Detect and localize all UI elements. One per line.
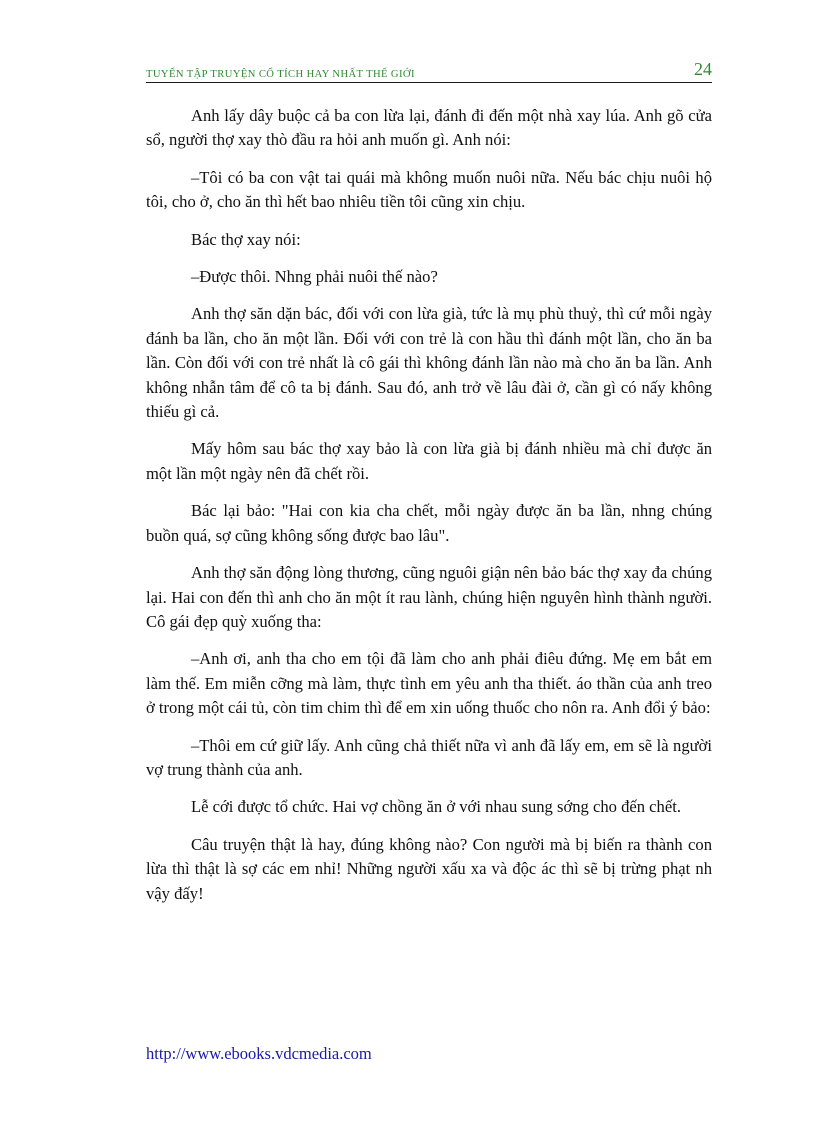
paragraph: –Tôi có ba con vật tai quái mà không muốn nuôi nữa. Nếu bác chịu nuôi hộ tôi, cho ở, cho ăn thì hết bao nhiêu tiền tôi cũng xin chịu.	[146, 167, 712, 212]
page-number: 24	[694, 59, 712, 79]
paragraph: Mấy hôm sau bác thợ xay bảo là con lừa già bị đánh nhiều mà chỉ được ăn một lần một ngày nên đã chết rồi.	[146, 439, 712, 483]
paragraph: Bác lại bảo: "Hai con kia cha chết, mỗi ngày được ăn ba lần, nhng chúng buồn quá, sợ cũng không sống được bao lâu".	[146, 501, 712, 545]
story-body	[146, 104, 712, 919]
ebook-website-link[interactable]: http://www.ebooks.vdcmedia.com	[146, 1044, 372, 1063]
paragraph: –Được thôi. Nhng phải nuôi thế nào?	[191, 267, 438, 287]
page-header	[146, 60, 712, 83]
paragraph: Lễ cới được tổ chức. Hai vợ chồng ăn ở với nhau sung sớng cho đến chết.	[191, 797, 681, 817]
paragraph: –Thôi em cứ giữ lấy. Anh cũng chả thiết nữa vì anh đã lấy em, em sẽ là người vợ trung thành của anh.	[146, 735, 712, 779]
paragraph: Bác thợ xay nói:	[191, 229, 301, 249]
paragraph: Anh thợ săn động lòng thương, cũng nguôi giận nên bảo bác thợ xay đa chúng lại. Hai con đến thì anh cho ăn một ít rau lành, chúng hiện nguyên hình thành người. Cô gái đẹp quỳ xuống tha:	[146, 563, 712, 631]
paragraph: Anh thợ săn dặn bác, đối với con lừa già, tức là mụ phù thuỷ, thì cứ mỗi ngày đánh ba lần, cho ăn một lần. Đối với con trẻ là con hầu thì đánh một lần, cho ăn ba lần. Còn đối với con trẻ nhất là cô gái thì không đánh lần nào mà cho ăn ba lần. Anh không nhẫn tâm để cô ta bị đánh. Sau đó, anh trở về lâu đài ở, cần gì có nấy không thiếu gì cả.	[146, 304, 712, 422]
book-title: TUYỂN TẬP TRUYỆN CỔ TÍCH HAY NHẤT THẾ GIỚI	[146, 69, 415, 80]
paragraph: –Anh ơi, anh tha cho em tội đã làm cho anh phải điêu đứng. Mẹ em bắt em làm thế. Em miễn cỡng mà làm, thực tình em yêu anh tha thiết. áo thần của anh treo ở trong một cái tủ, còn tim chim thì để em xin uống thuốc cho nôn ra. Anh đổi ý bảo:	[146, 649, 712, 718]
paragraph: Câu truyện thật là hay, đúng không nào? Con người mà bị biến ra thành con lừa thì thật là sợ các em nhỉ! Những người xấu xa và độc ác thì sẽ bị trừng phạt nh vậy đấy!	[146, 834, 712, 903]
paragraph: Anh lấy dây buộc cả ba con lừa lại, đánh đi đến một nhà xay lúa. Anh gõ cửa sổ, người thợ xay thò đầu ra hỏi anh muốn gì. Anh nói:	[146, 106, 712, 150]
